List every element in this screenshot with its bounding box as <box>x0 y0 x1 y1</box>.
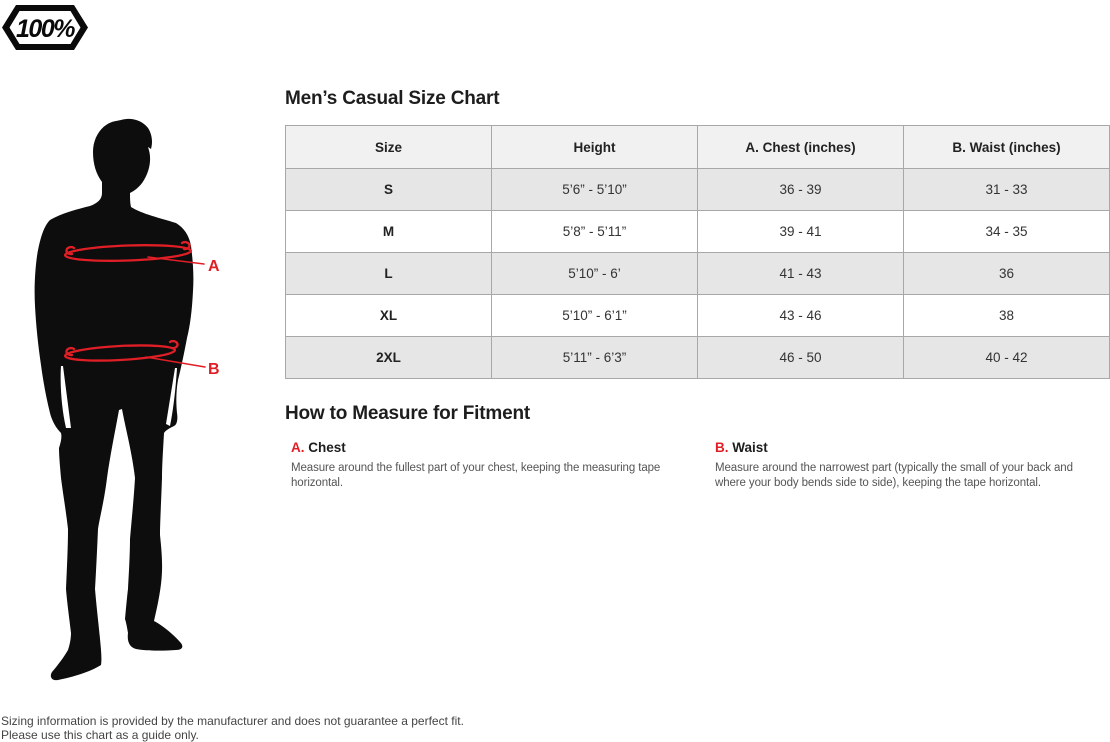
measure-chest-name: Chest <box>308 440 346 455</box>
cell-height: 5’6” - 5’10” <box>492 169 698 211</box>
cell-size: XL <box>286 295 492 337</box>
col-header-waist: B. Waist (inches) <box>904 126 1110 169</box>
measure-chest-heading <box>291 440 715 455</box>
measure-chest-letter: A. <box>291 440 305 455</box>
cell-waist: 40 - 42 <box>904 337 1110 379</box>
cell-waist: 38 <box>904 295 1110 337</box>
brand-logo-text: 100% <box>16 15 74 43</box>
how-to-measure-section <box>291 440 1105 491</box>
cell-chest: 46 - 50 <box>698 337 904 379</box>
brand-logo-badge-icon <box>2 5 88 50</box>
male-silhouette <box>35 119 194 680</box>
cell-chest: 36 - 39 <box>698 169 904 211</box>
cell-size: S <box>286 169 492 211</box>
cell-chest: 39 - 41 <box>698 211 904 253</box>
cell-waist: 34 - 35 <box>904 211 1110 253</box>
table-row-m <box>286 211 1110 253</box>
how-to-measure-title: How to Measure for Fitment <box>285 403 530 424</box>
measure-waist-heading <box>715 440 1105 455</box>
size-table-header-row <box>286 126 1110 169</box>
col-header-height: Height <box>492 126 698 169</box>
table-row-l <box>286 253 1110 295</box>
table-row-2xl <box>286 337 1110 379</box>
cell-size: L <box>286 253 492 295</box>
cell-chest: 41 - 43 <box>698 253 904 295</box>
measure-waist-description: Measure around the narrowest part (typically the small of your back and where your body bends side to side), keeping the tape horizontal. <box>715 462 1073 489</box>
size-table <box>285 125 1110 379</box>
body-measurement-figure <box>28 116 228 688</box>
disclaimer-line-2: Please use this chart as a guide only. <box>1 728 199 742</box>
disclaimer-line-1: Sizing information is provided by the manufacturer and does not guarantee a perfect fit. <box>1 714 464 728</box>
brand-logo <box>2 5 88 50</box>
cell-waist: 36 <box>904 253 1110 295</box>
cell-height: 5’11” - 6’3” <box>492 337 698 379</box>
col-header-size: Size <box>286 126 492 169</box>
cell-height: 5’10” - 6’1” <box>492 295 698 337</box>
table-row-s <box>286 169 1110 211</box>
measure-item-waist <box>715 440 1105 491</box>
cell-size: M <box>286 211 492 253</box>
cell-waist: 31 - 33 <box>904 169 1110 211</box>
measure-item-chest <box>291 440 715 491</box>
col-header-chest: A. Chest (inches) <box>698 126 904 169</box>
cell-height: 5’10” - 6’ <box>492 253 698 295</box>
cell-height: 5’8” - 5’11” <box>492 211 698 253</box>
measure-chest-description: Measure around the fullest part of your chest, keeping the measuring tape horizontal. <box>291 462 661 489</box>
chest-band-label: A <box>208 258 220 275</box>
table-row-xl <box>286 295 1110 337</box>
measure-waist-name: Waist <box>732 440 768 455</box>
cell-size: 2XL <box>286 337 492 379</box>
disclaimer <box>1 714 464 742</box>
size-chart-title: Men’s Casual Size Chart <box>285 88 500 109</box>
cell-chest: 43 - 46 <box>698 295 904 337</box>
measure-waist-letter: B. <box>715 440 729 455</box>
waist-band-label: B <box>208 361 220 378</box>
